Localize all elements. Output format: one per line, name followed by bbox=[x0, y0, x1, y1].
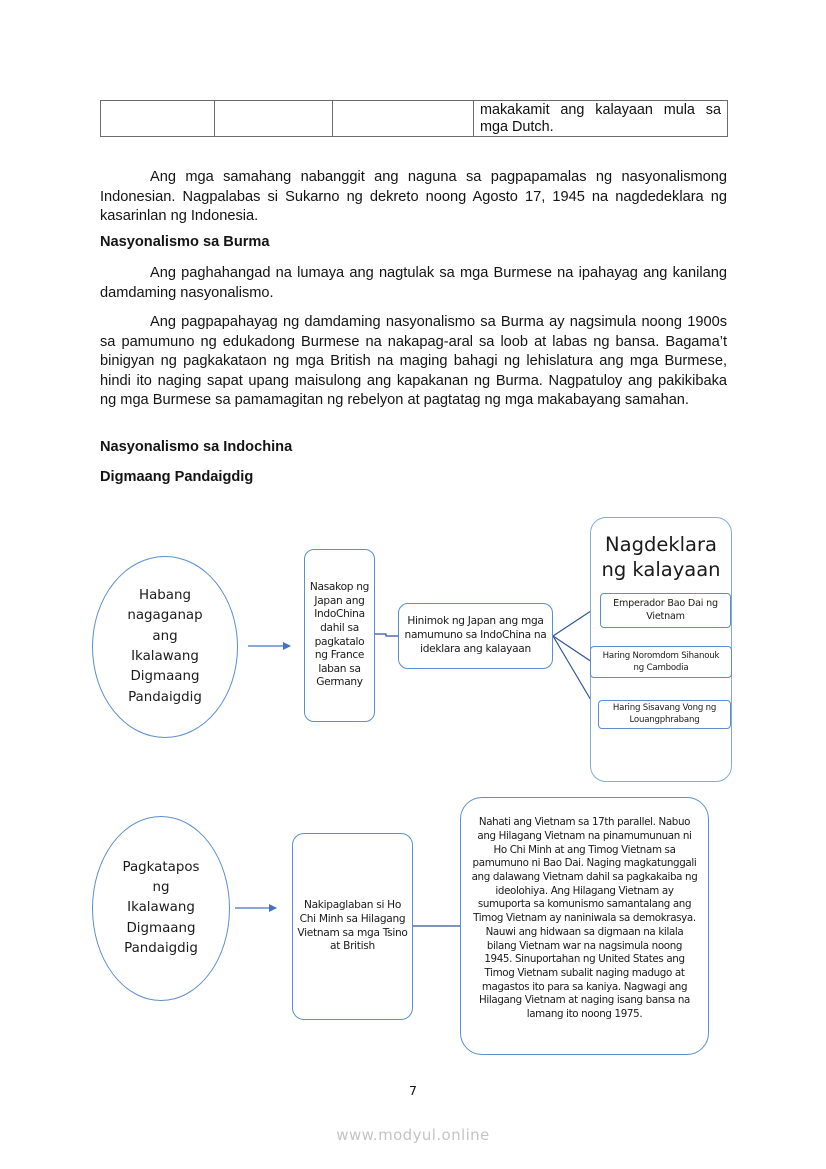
label-line: Louangphrabang bbox=[629, 714, 700, 725]
label-line: Nasakop ng bbox=[309, 581, 370, 594]
label-line: Vietnam sa mga Tsino bbox=[297, 926, 408, 939]
label-line: Pandaigdig bbox=[128, 689, 202, 705]
label-line: bilang Vietnam war na nagsimula noong bbox=[486, 939, 683, 952]
label-line: Nauwi ang hidwaan sa digmaan na kilala bbox=[485, 925, 684, 938]
label-line: Japan ang bbox=[314, 594, 365, 607]
label-line: ng Cambodia bbox=[633, 663, 689, 673]
label-line: Ikalawang bbox=[127, 900, 195, 916]
label-line: Hinimok ng Japan ang mga bbox=[407, 615, 544, 628]
label-line: sumuporta sa komunismo samantalang ang bbox=[477, 898, 692, 911]
box-ho-chi-minh-fought bbox=[292, 833, 413, 1020]
heading-burma: Nasyonalismo sa Burma bbox=[100, 234, 270, 250]
container-title-line: ng kalayaan bbox=[601, 558, 721, 581]
label-line: dahil sa bbox=[320, 621, 359, 634]
label-line: ang Hilagang Vietnam na pinamumunuan ni bbox=[477, 829, 692, 842]
label-line: magastos ito para sa kaniya. Nagwagi ang bbox=[481, 980, 688, 993]
label-line: laban sa bbox=[318, 662, 361, 675]
label-line: Nakipaglaban si Ho bbox=[303, 898, 402, 911]
label-line: Digmaang bbox=[130, 669, 200, 685]
label-line: Digmaang bbox=[126, 920, 196, 936]
ellipse-after-ww2 bbox=[92, 816, 230, 1001]
label-line: Hilagang Vietnam at naging isang bansa na bbox=[478, 994, 690, 1007]
container-title-line: Nagdeklara bbox=[605, 533, 717, 556]
leader-box-bao-dai bbox=[600, 593, 731, 628]
leader-box-sisavang-vong bbox=[598, 700, 731, 729]
paragraph-text: Ang mga samahang nabanggit ang naguna sa pagpapamalas ng nasyonalismong Indonesian. Nagpalabas si Sukarno ng dekreto noong Agosto 17, 1945 na nagdedeklara ng kasarinlan ng Indonesia. bbox=[100, 169, 727, 225]
label-line: at British bbox=[330, 940, 375, 953]
label-line: Pandaigdig bbox=[124, 940, 198, 956]
label-line: Ikalawang bbox=[131, 649, 199, 664]
label-line: Germany bbox=[316, 676, 363, 689]
label-line: Vietnam bbox=[646, 610, 685, 622]
label-line: Ho Chi Minh at ang Timog Vietnam sa bbox=[493, 843, 676, 856]
box-japan-urged-independence bbox=[398, 603, 553, 669]
label-line: namumuno sa IndoChina na bbox=[404, 629, 547, 642]
label-line: ang dalawang Vietnam dahil sa pagkakaiba ng bbox=[471, 871, 698, 884]
heading-digmaang-pandaigdig: Digmaang Pandaigdig bbox=[100, 469, 254, 485]
label-line: nagaganap bbox=[127, 608, 203, 624]
table-cell: makakamit ang kalayaan mula sa mga Dutch. bbox=[474, 101, 728, 137]
label-line: ng France bbox=[314, 649, 365, 662]
label-line: pamumuno ni Bao Dai. Naging magkatunggali bbox=[472, 857, 697, 870]
ellipse-during-ww2 bbox=[92, 556, 238, 738]
label-line: ng bbox=[152, 880, 170, 896]
label-line: 1945. Sinuportahan ng United States ang bbox=[484, 953, 685, 966]
label-line: Haring Sisavang Vong ng bbox=[612, 703, 717, 713]
label-line: lamang ito noong 1975. bbox=[526, 1008, 643, 1021]
label-line: Habang bbox=[139, 588, 191, 604]
paragraph-text: Ang paghahangad na lumaya ang nagtulak sa mga Burmese na ipahayag ang kanilang damdaming nasyonalismo. bbox=[100, 265, 727, 301]
watermark: www.modyul.online bbox=[336, 1126, 490, 1144]
label-line: ang bbox=[152, 628, 178, 644]
label-line: Chi Minh sa Hilagang bbox=[299, 912, 406, 925]
heading-indochina: Nasyonalismo sa Indochina bbox=[100, 439, 293, 455]
label-line: Haring Noromdom Sihanouk bbox=[602, 651, 720, 661]
label-line: Emperador Bao Dai ng bbox=[613, 598, 718, 609]
label-line: Pagkatapos bbox=[122, 859, 200, 875]
label-line: ideolohiya. Ang Hilagang Vietnam ay bbox=[495, 884, 674, 897]
page-number: 7 bbox=[409, 1083, 417, 1098]
label-line: Nahati ang Vietnam sa 17th parallel. Nabuo bbox=[478, 816, 691, 829]
leader-box-sihanouk bbox=[590, 646, 732, 678]
box-japan-conquered-indochina bbox=[304, 549, 375, 722]
label-line: Timog Vietnam ay naniniwala sa demokrasya. bbox=[473, 912, 696, 925]
box-vietnam-division bbox=[460, 797, 709, 1055]
paragraph-text: Ang pagpapahayag ng damdaming nasyonalismo sa Burma ay nagsimula noong 1900s sa pamumuno ng edukadong Burmese na nakapag-aral sa loob at labas ng bansa. Bagama’t binigyan ng pagkakataon ng mga British na maging bahagi ng lehislatura ang mga Burmese, hindi ito naging sapat upang maisulong ang kapakanan ng Burma. Nagpatuloy ang pakikibaka ng mga Burmese sa pamamagitan ng rebelyon at pagtatag ng mga makabayang samahan. bbox=[100, 314, 727, 409]
label-line: pagkatalo bbox=[314, 635, 365, 648]
label-line: ideklara ang kalayaan bbox=[420, 642, 531, 655]
label-line: IndoChina bbox=[314, 608, 365, 621]
label-line: Timog Vietnam subalit naging madugo at bbox=[484, 966, 685, 979]
